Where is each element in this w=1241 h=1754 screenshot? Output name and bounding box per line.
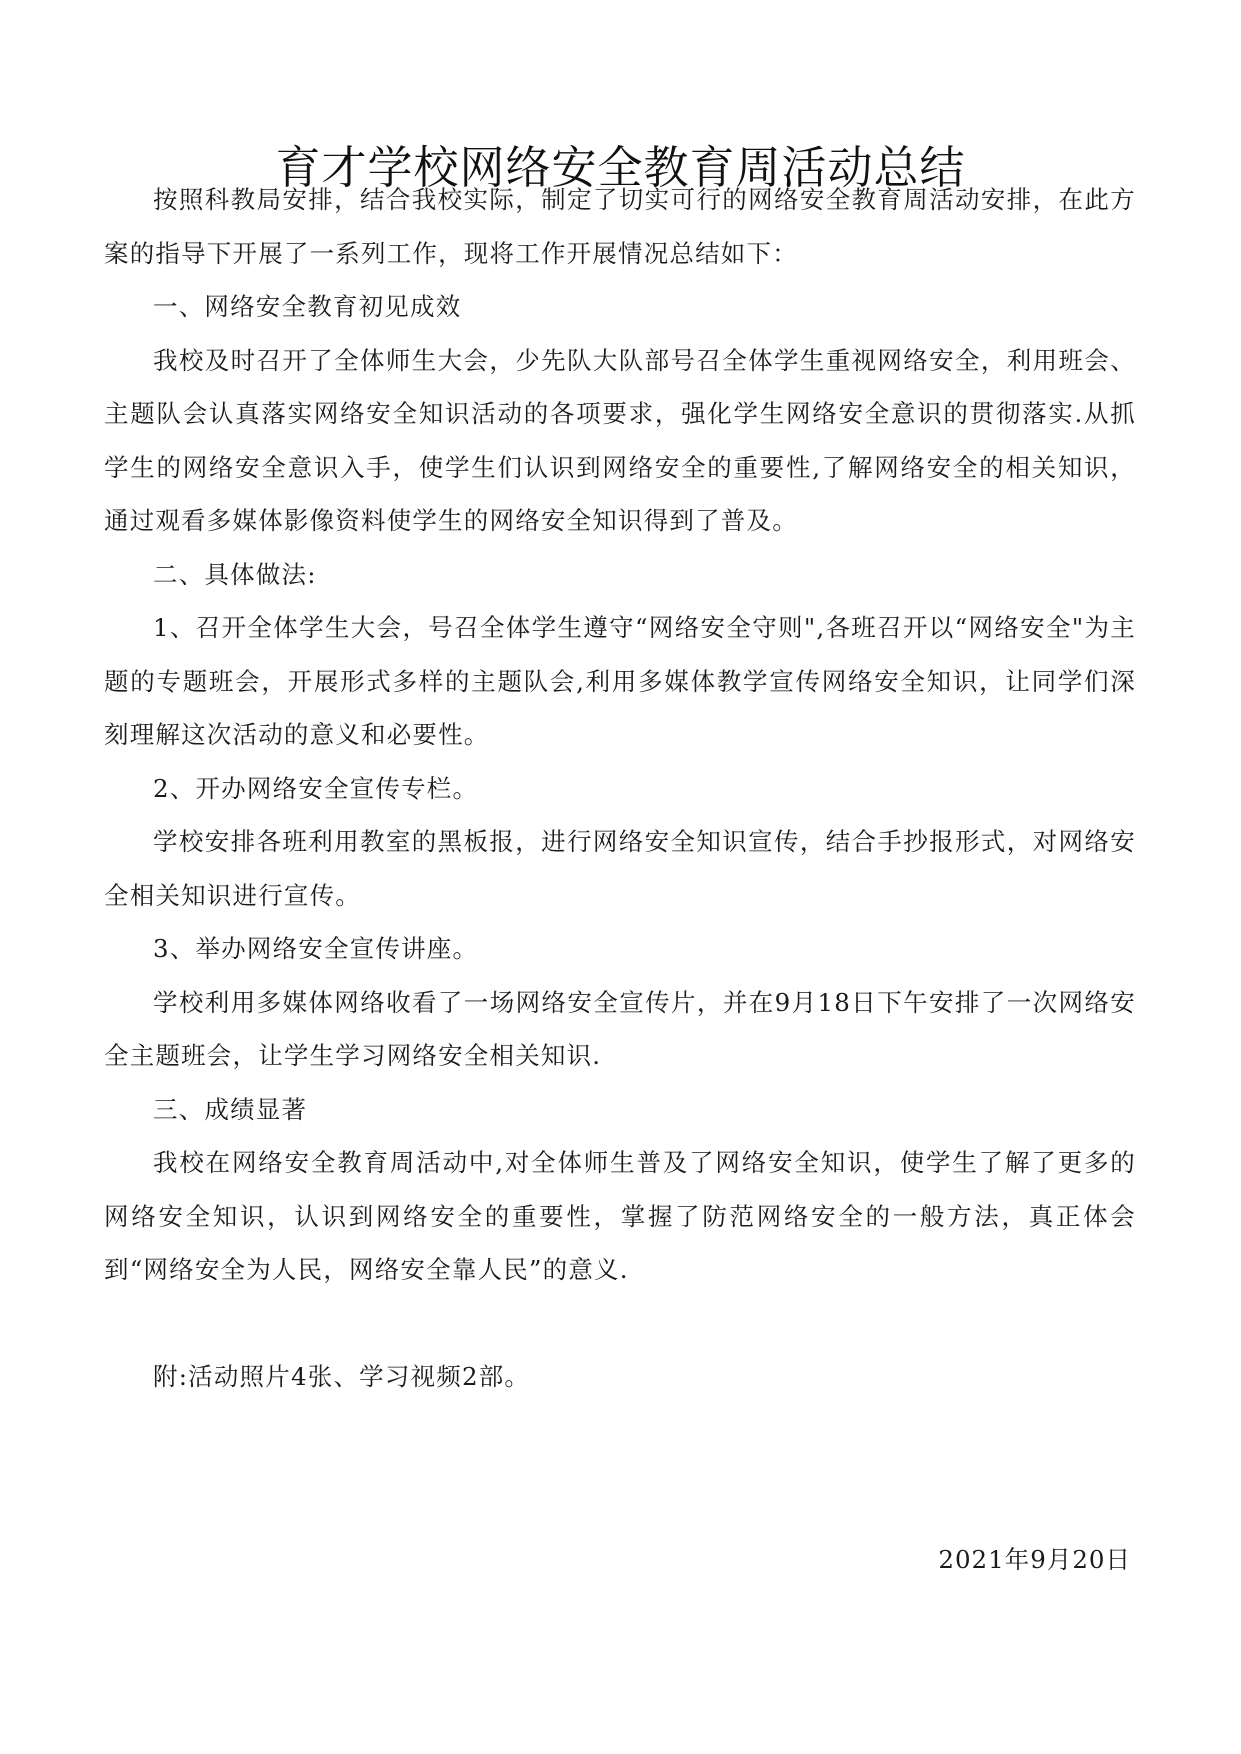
method-2-paragraph: 学校安排各班利用教室的黑板报，进行网络安全知识宣传，结合手抄报形式，对网络安全相关知识进行宣传。 (104, 827, 1136, 910)
section-heading-2: 二、具体做法: (153, 559, 317, 589)
document-title: 育才学校网络安全教育周活动总结 (275, 141, 966, 195)
section-heading-1: 一、网络安全教育初见成效 (153, 292, 462, 321)
document-body (104, 173, 1136, 1404)
method-1-paragraph: 1、召开全体学生大会，号召全体学生遵守“网络安全守则",各班召开以“网络安全"为主题的专题班会，开展形式多样的主题队会,利用多媒体教学宣传网络安全知识，让同学们深刻理解这次活动的意义和必要性。 (104, 613, 1136, 749)
intro-paragraph: 按照科教局安排，结合我校实际，制定了切实可行的网络安全教育周活动安排，在此方案的指导下开展了一系列工作，现将工作开展情况总结如下： (104, 185, 1136, 268)
section-heading-3: 三、成绩显著 (153, 1094, 308, 1124)
document-date: 2021年9月20日 (938, 1545, 1131, 1574)
attachment-note: 附:活动照片4张、学习视频2部。 (153, 1362, 531, 1391)
section-1-paragraph: 我校及时召开了全体师生大会，少先队大队部号召全体学生重视网络安全，利用班会、主题队会认真落实网络安全知识活动的各项要求，强化学生网络安全意识的贯彻落实.从抓学生的网络安全意识入手，使学生们认识到网络安全的重要性,了解网络安全的相关知识，通过观看多媒体影像资料使学生的网络安全知识得到了普及。 (104, 345, 1136, 535)
method-3-paragraph: 学校利用多媒体网络收看了一场网络安全宣传片，并在9月18日下午安排了一次网络安全主题班会，让学生学习网络安全相关知识. (104, 987, 1136, 1070)
method-3-heading: 3、举办网络安全宣传讲座。 (153, 934, 479, 963)
method-2-heading: 2、开办网络安全宣传专栏。 (153, 773, 479, 803)
blank-line (104, 1297, 1136, 1351)
section-3-paragraph: 我校在网络安全教育周活动中,对全体师生普及了网络安全知识，使学生了解了更多的网络安全知识，认识到网络安全的重要性，掌握了防范网络安全的一般方法，真正体会到“网络安全为人民，网络安全靠人民”的意义. (104, 1148, 1136, 1284)
